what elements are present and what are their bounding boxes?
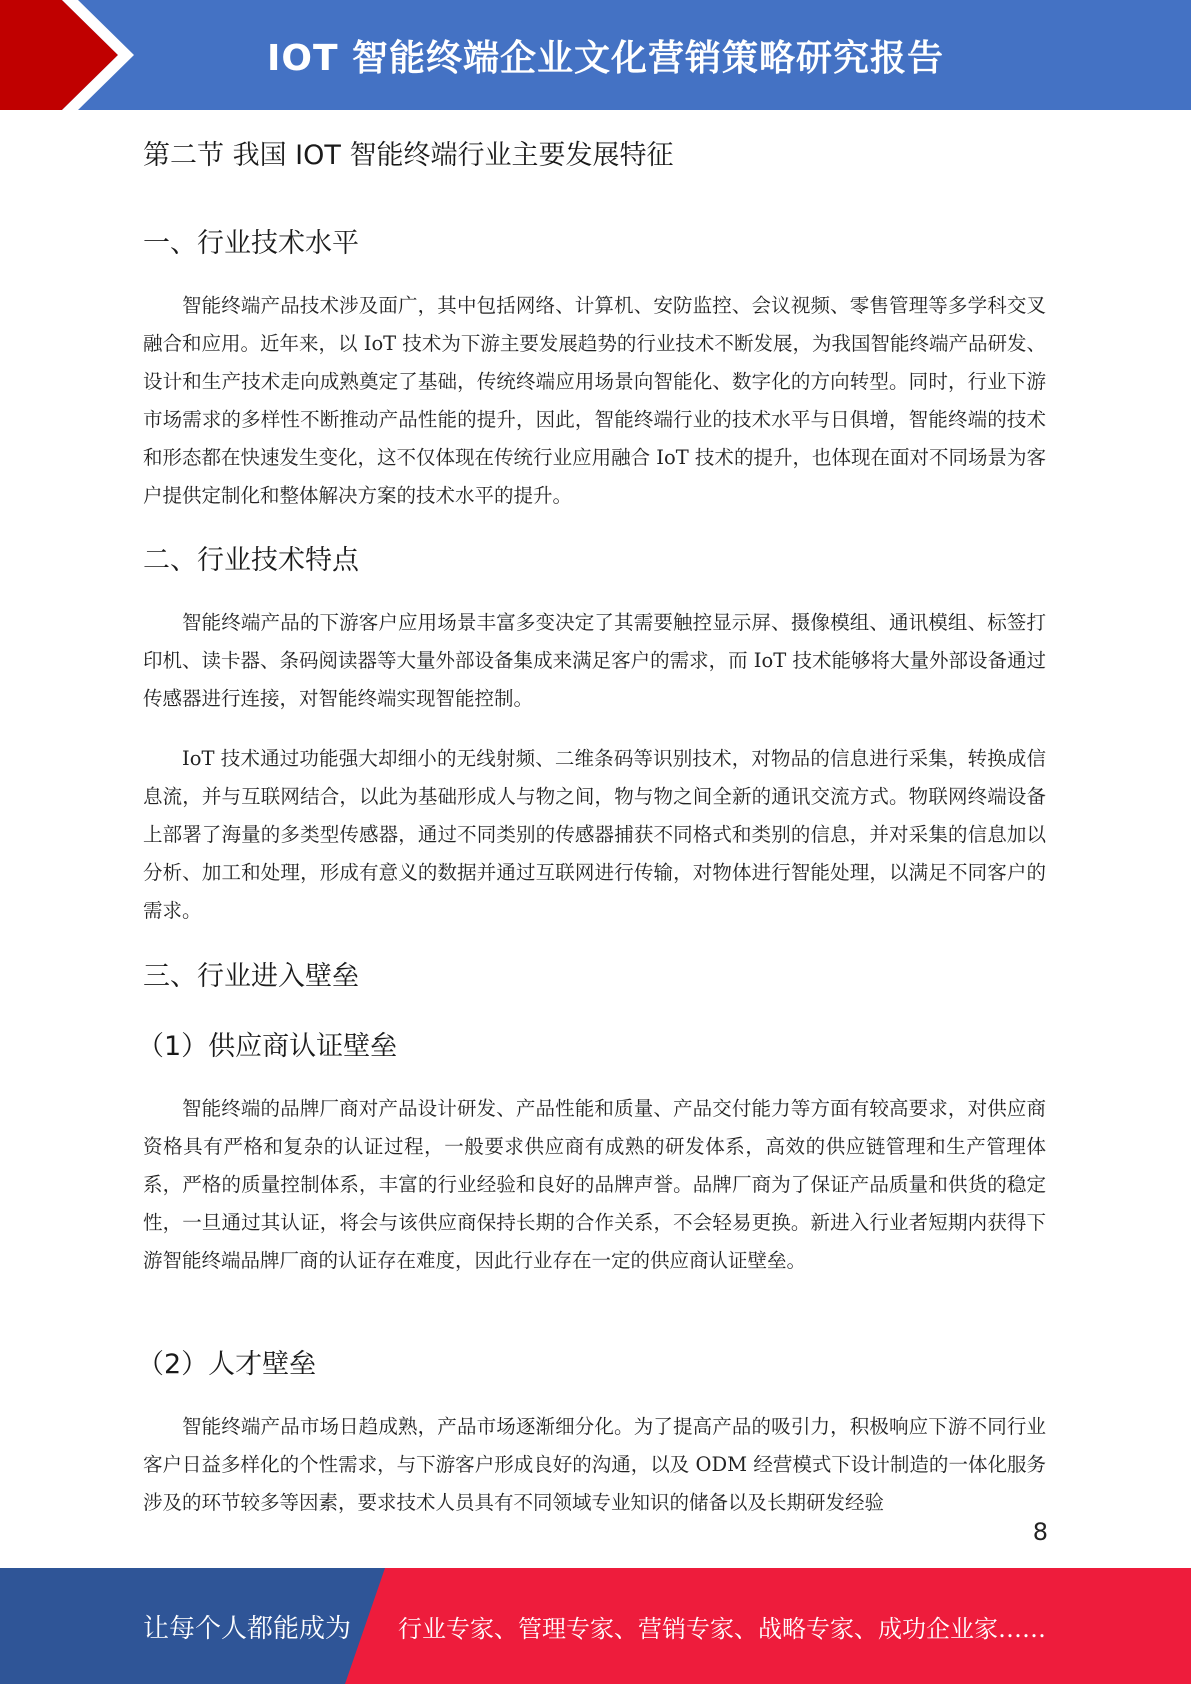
heading-entry-barriers: 三、行业进入壁垒 (143, 961, 359, 992)
heading-talent-barrier: （2）人才壁垒 (137, 1349, 317, 1380)
paragraph-talent-barrier: 智能终端产品市场日趋成熟，产品市场逐渐细分化。为了提高产品的吸引力，积极响应下游不同行业客户日益多样化的个性需求，与下游客户形成良好的沟通，以及 ODM 经营模式下设计制造的一体化服务涉及的环节较多等因素，要求技术人员具有不同领域专业知识的储备以及长期研发经验 (143, 1415, 1046, 1514)
heading-tech-features: 二、行业技术特点 (143, 545, 359, 576)
paragraph-tech-features-1: 智能终端产品的下游客户应用场景丰富多变决定了其需要触控显示屏、摄像模组、通讯模组、标签打印机、读卡器、条码阅读器等大量外部设备集成来满足客户的需求，而 IoT 技术能够将大量外部设备通过传感器进行连接，对智能终端实现智能控制。 (143, 611, 1046, 710)
paragraph-tech-features-2: IoT 技术通过功能强大却细小的无线射频、二维条码等识别技术，对物品的信息进行采集，转换成信息流，并与互联网结合，以此为基础形成人与物之间，物与物之间全新的通讯交流方式。物联网终端设备上部署了海量的多类型传感器，通过不同类别的传感器捕获不同格式和类别的信息，并对采集的信息加以分析、加工和处理，形成有意义的数据并通过互联网进行传输，对物体进行智能处理，以满足不同客户的需求。 (143, 747, 1046, 922)
footer-banner (0, 1568, 1191, 1684)
footer-slogan-right: 行业专家、管理专家、营销专家、战略专家、成功企业家…… (398, 1614, 1046, 1643)
report-title: IOT 智能终端企业文化营销策略研究报告 (266, 37, 945, 79)
section-title: 第二节 我国 IOT 智能终端行业主要发展特征 (143, 140, 674, 171)
paragraph-supplier-barrier: 智能终端的品牌厂商对产品设计研发、产品性能和质量、产品交付能力等方面有较高要求，对供应商资格具有严格和复杂的认证过程，一般要求供应商有成熟的研发体系，高效的供应链管理和生产管理体系，严格的质量控制体系，丰富的行业经验和良好的品牌声誉。品牌厂商为了保证产品质量和供货的稳定性，一旦通过其认证，将会与该供应商保持长期的合作关系，不会轻易更换。新进入行业者短期内获得下游智能终端品牌厂商的认证存在难度，因此行业存在一定的供应商认证壁垒。 (143, 1097, 1046, 1272)
heading-supplier-barrier: （1）供应商认证壁垒 (137, 1031, 398, 1062)
chevron-arrow-icon (0, 0, 160, 110)
heading-tech-level: 一、行业技术水平 (143, 228, 359, 259)
page-number: 8 (1032, 1518, 1048, 1546)
paragraph-tech-level: 智能终端产品技术涉及面广，其中包括网络、计算机、安防监控、会议视频、零售管理等多学科交叉融合和应用。近年来，以 IoT 技术为下游主要发展趋势的行业技术不断发展，为我国智能终端产品研发、设计和生产技术走向成熟奠定了基础，传统终端应用场景向智能化、数字化的方向转型。同时，行业下游市场需求的多样性不断推动产品性能的提升，因此，智能终端行业的技术水平与日俱增，智能终端的技术和形态都在快速发生变化，这不仅体现在传统行业应用融合 IoT 技术的提升，也体现在面对不同场景为客户提供定制化和整体解决方案的技术水平的提升。 (143, 294, 1046, 507)
header-banner (0, 0, 1191, 110)
footer-slogan-left: 让每个人都能成为 (143, 1613, 352, 1644)
